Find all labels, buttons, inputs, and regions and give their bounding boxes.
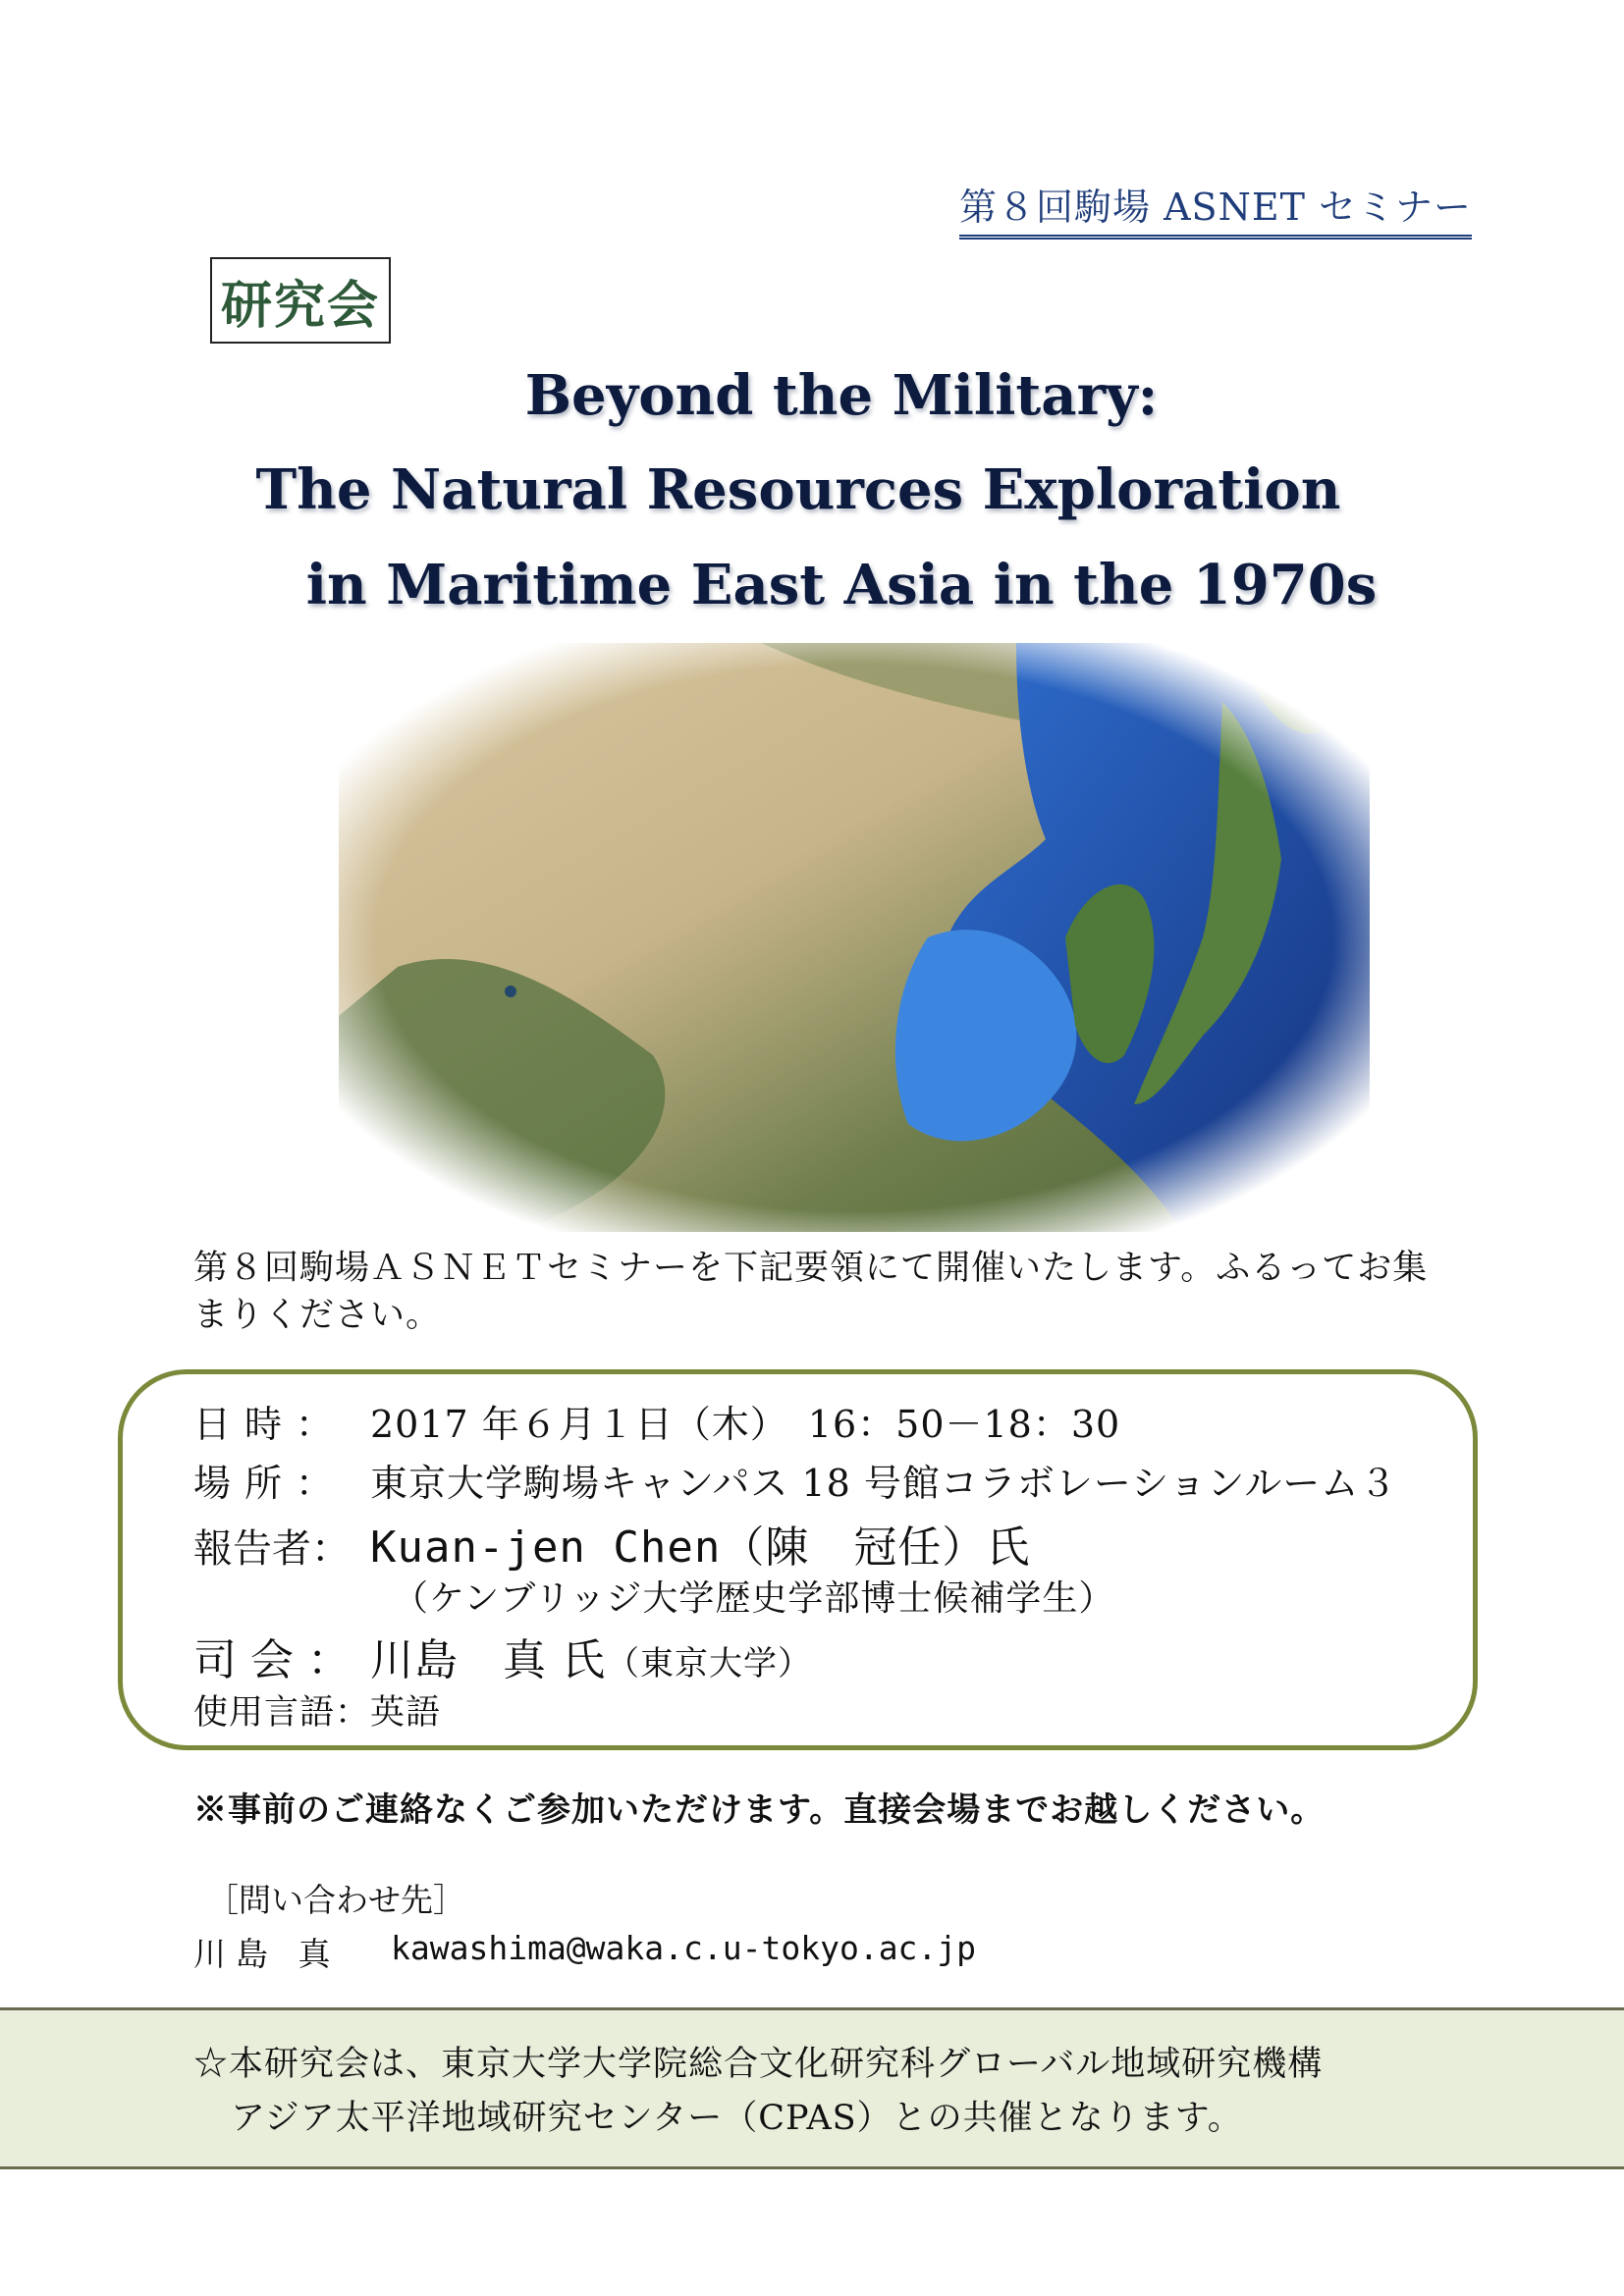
speaker-label: 報告者： bbox=[193, 1526, 351, 1572]
datetime-value: 2017 年６月１日（木） 16：50－18：30 bbox=[370, 1403, 1121, 1446]
seminar-series-title: 第８回駒場 ASNET セミナー bbox=[959, 177, 1472, 240]
venue-row bbox=[193, 1453, 1397, 1507]
language-row bbox=[193, 1685, 441, 1735]
category-label: 研究会 bbox=[210, 257, 391, 344]
language-label: 使用言語： bbox=[193, 1693, 371, 1733]
east-asia-satellite-map bbox=[339, 643, 1370, 1232]
attendance-note: ※事前のご連絡なくご参加いただけます。直接会場までお越しください。 bbox=[193, 1790, 1326, 1830]
language-value: 英語 bbox=[370, 1693, 442, 1733]
title-line-1: Beyond the Military: bbox=[524, 363, 1159, 428]
contact-name: 川島 真 bbox=[193, 1935, 341, 1973]
contact-heading: ［問い合わせ先］ bbox=[206, 1881, 465, 1919]
datetime-label: 日時： bbox=[193, 1403, 348, 1446]
title-line-2: The Natural Resources Exploration bbox=[255, 457, 1341, 522]
intro-text: 第８回駒場ＡＳＮＥＴセミナーを下記要領にて開催いたします。ふるってお集まりください。 bbox=[193, 1249, 1429, 1335]
footer-line-1: ☆本研究会は、東京大学大学院総合文化研究科グローバル地域研究機構 bbox=[193, 2045, 1324, 2084]
speaker-affiliation: （ケンブリッジ大学歴史学部博士候補学生） bbox=[393, 1578, 1115, 1619]
moderator-value: 川島 真 氏 bbox=[370, 1635, 606, 1685]
moderator-affiliation: （東京大学） bbox=[606, 1644, 812, 1683]
moderator-label: 司会： bbox=[193, 1635, 364, 1685]
venue-value: 東京大学駒場キャンパス 18 号館コラボレーションルーム３ bbox=[370, 1462, 1398, 1505]
footer-line-2: アジア太平洋地域研究センター（CPAS）との共催となります。 bbox=[231, 2099, 1243, 2138]
speaker-row bbox=[193, 1512, 1030, 1575]
speaker-value: Kuan-jen Chen（陳 冠任）氏 bbox=[370, 1522, 1031, 1573]
contact-email[interactable]: kawashima@waka.c.u-tokyo.ac.jp bbox=[391, 1929, 977, 1967]
venue-label: 場所： bbox=[193, 1462, 348, 1505]
title-line-3: in Maritime East Asia in the 1970s bbox=[305, 553, 1378, 617]
moderator-row bbox=[193, 1625, 812, 1687]
datetime-row bbox=[193, 1394, 1120, 1448]
footer-banner bbox=[0, 2007, 1624, 2169]
